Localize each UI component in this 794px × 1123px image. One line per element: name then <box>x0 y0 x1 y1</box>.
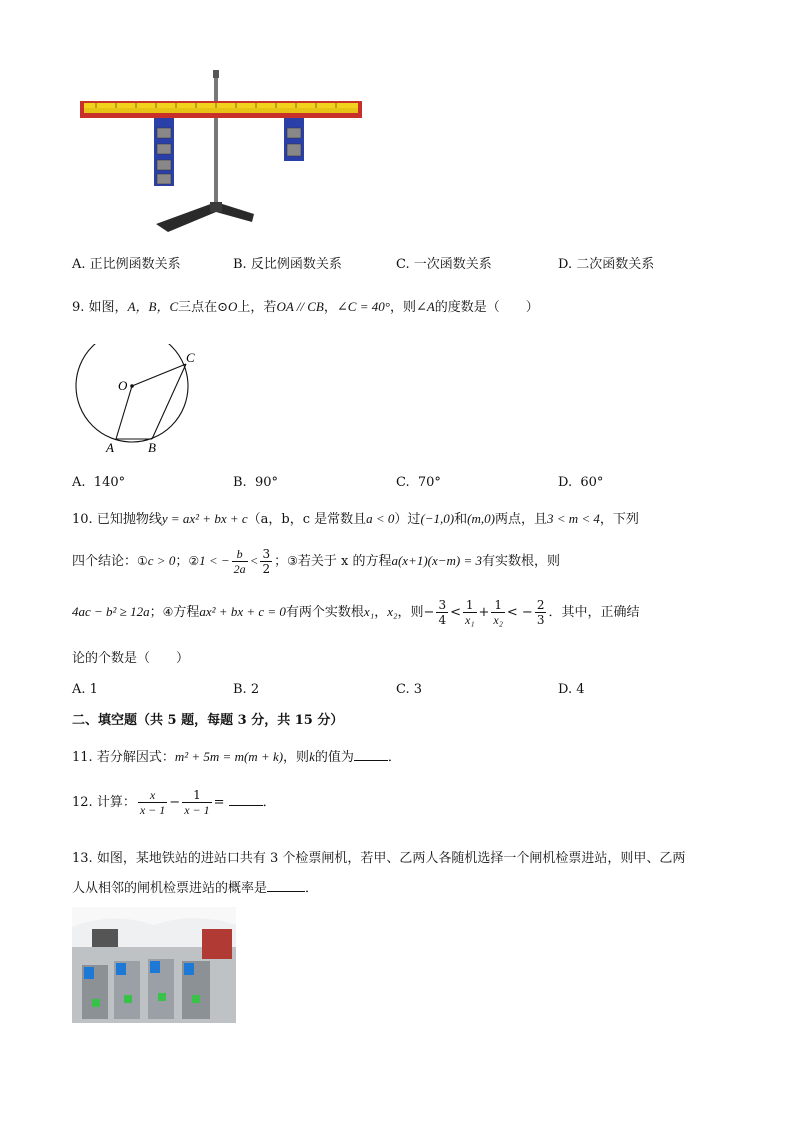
q8-option-a: A. 正比例函数关系 <box>72 257 181 272</box>
q11-stem: 11. 若分解因式：m² + 5m = m(m + k)，则k的值为 ． <box>72 749 401 765</box>
q13-line2: 人从相邻的闸机检票进站的概率是 ． <box>72 881 319 896</box>
label-b: B <box>148 440 156 455</box>
q8-option-c: C. 一次函数关系 <box>396 257 492 272</box>
q9-option-a: A. 140° <box>72 475 126 490</box>
lever-apparatus-figure <box>76 66 366 246</box>
circle-o <box>76 344 188 442</box>
label-c: C <box>186 350 195 365</box>
q10-line4: 论的个数是（ ） <box>72 651 190 666</box>
q10-line3: 4ac − b² ≥ 12a；④方程ax² + bx + c = 0有两个实数根x₁，x₂，则− $\frac{3}{4}$ < $\frac{1}{\text{x₁}}$ + $\frac{1}{\text{x₂}}$ < − $\frac{2}{3}$ ．其中，正确结 <box>72 598 640 627</box>
q9-option-b: B. 90° <box>233 475 278 490</box>
label-o: O <box>118 378 128 393</box>
q9-stem: 9. 如图，A，B，C三点在⊙O上，若OA // CB，∠C = 40°，则∠A的度数是（ ） <box>72 299 539 315</box>
label-a: A <box>106 440 114 455</box>
q10-line2: 四个结论：①c > 0；②1 < − $\frac{b}{2a}$ < $\frac{3}{2}$ ；③若关于 x 的方程a(x+1)(x−m) = 3有实数根，则 <box>72 547 561 576</box>
q9-option-d: D. 60° <box>558 475 604 490</box>
section-heading: 二、填空题（共 5 题，每题 3 分，共 15 分） <box>72 713 344 728</box>
q10-option-c: C. 3 <box>396 682 423 697</box>
q8-option-d: D. 二次函数关系 <box>558 257 655 272</box>
q12-stem: 12. 计算： $\frac{x}{x - 1}$ − $\frac{1}{x - 1}$ = ． <box>72 788 276 817</box>
q10-line1: 10. 已知抛物线y = ax² + bx + c（a，b，c 是常数且a < 0）过(−1,0)和(m,0)两点，且3 < m < 4，下列 <box>72 511 639 527</box>
q13-line1: 13. 如图，某地铁站的进站口共有 3 个检票闸机，若甲、乙两人各随机选择一个闸机检票进站，则甲、乙两 <box>72 851 686 866</box>
circle-figure <box>72 344 212 458</box>
q11-answer-blank[interactable] <box>354 748 388 761</box>
q12-answer-blank[interactable] <box>229 793 263 806</box>
segment-oa <box>116 386 132 439</box>
subway-gates-photo <box>72 907 236 1023</box>
q8-option-b: B. 反比例函数关系 <box>233 257 342 272</box>
q9-option-c: C. 70° <box>396 475 441 490</box>
q13-answer-blank[interactable] <box>267 879 305 892</box>
q10-option-b: B. 2 <box>233 682 260 697</box>
q10-option-a: A. 1 <box>72 682 98 697</box>
q10-option-d: D. 4 <box>558 682 585 697</box>
